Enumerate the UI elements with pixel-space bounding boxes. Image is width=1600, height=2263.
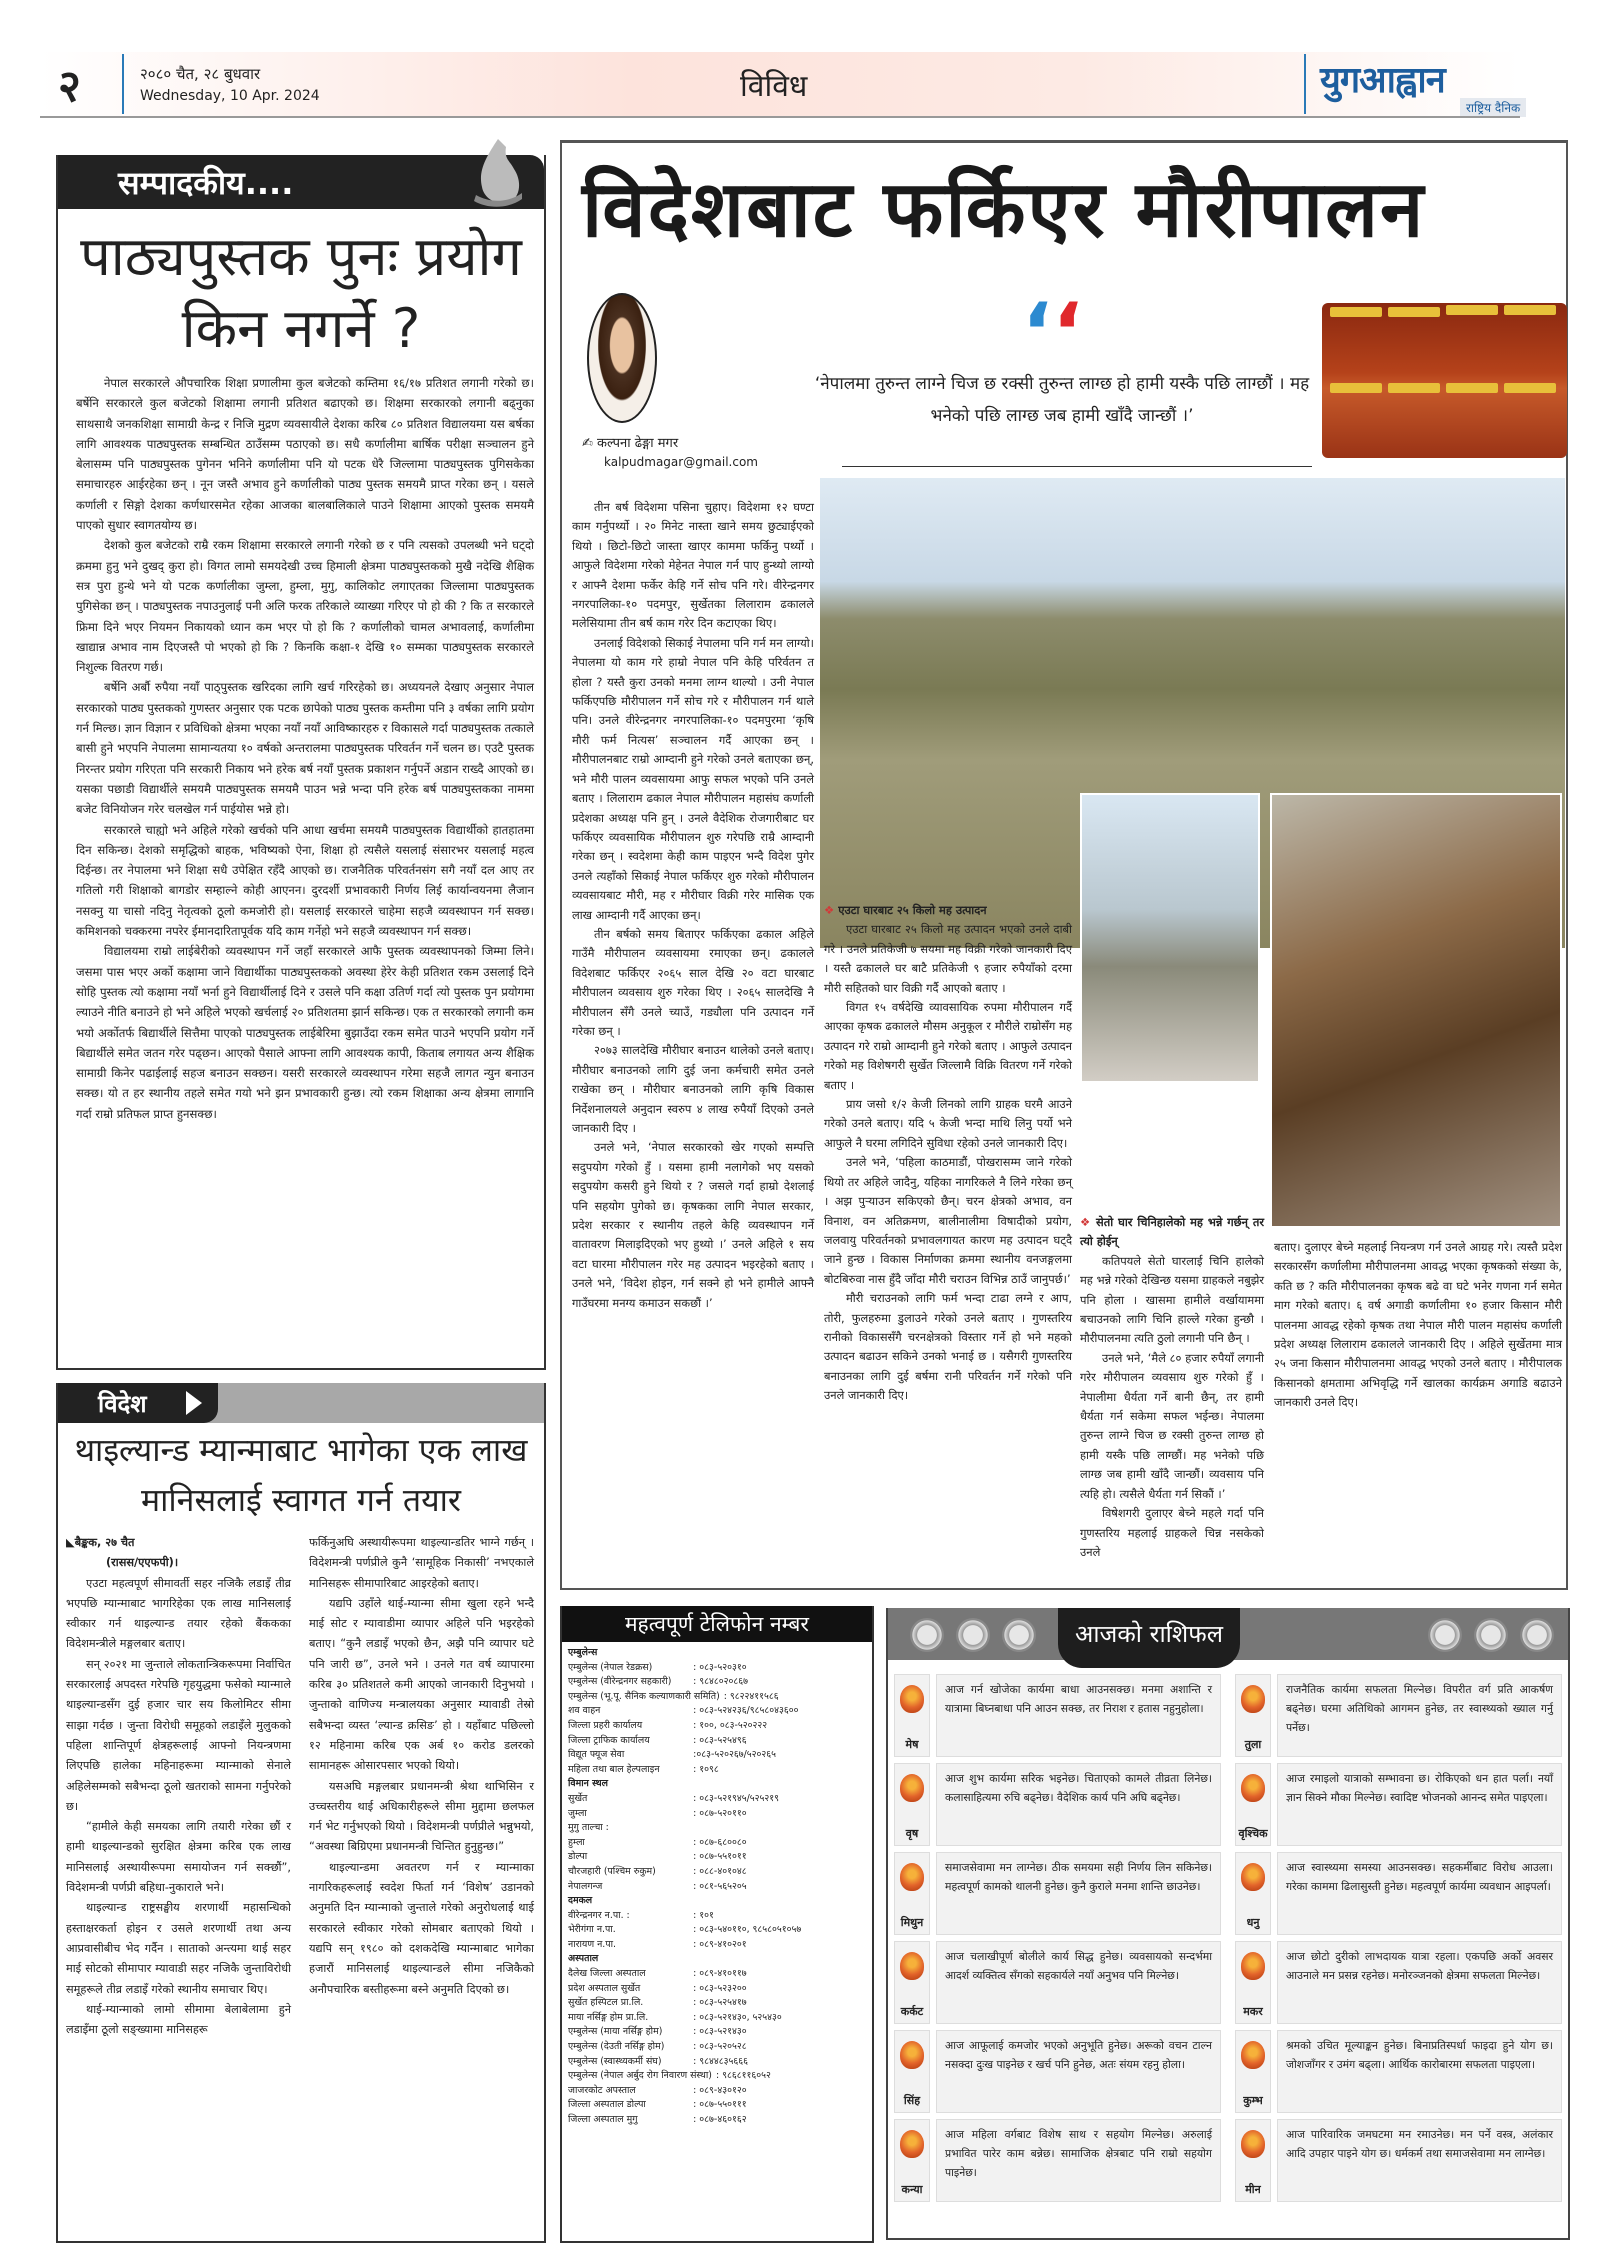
ram-icon — [900, 1685, 924, 1713]
foreign-news-box — [56, 1383, 546, 2243]
sign-icon-box — [1235, 1763, 1271, 1846]
phone-category: दमकल — [568, 1895, 593, 1907]
sign-forecast: आज रमाइलो यात्राको सम्भावना छ। रोकिएको धन हात पर्ला। नयाँ ज्ञान सिक्ने मौका मिल्नेछ। स्वादिष्ट भोजनको आनन्द समेत पाइएला। — [1277, 1763, 1562, 1846]
phone-entry — [568, 2084, 866, 2099]
article-paragraph: मौरी चराउनको लागि फर्म भन्दा टाढा लग्ने र आप, तोरी, फुलहरुमा डुलाउने गरेको उनले बताए । गुणस्तरिय रानीको विकाससँगै चरनक्षेत्रको विस्तार गर्ने हो भने महको उत्पादन बढाउन सकिने उनको भनाई छ । यसैगरी गुणस्तरिय बनाउनका लागि दुई बर्षमा रानी परिवर्तन गर्ने गरेको पनि उनले जानकारी दिए। — [824, 1291, 1072, 1403]
article-paragraph: बताए। दुलाएर बेच्ने महलाई नियन्त्रण गर्न उनले आग्रह गरे। त्यस्तै प्रदेश सरकारसँग कर्णालीमा मौरीपालनमा आवद्ध भएका कृषकको संख्या के, कति छ ? कति मौरीपालनका कृषक बढे वा घटे भनेर गणना गर्न समेत माग गरेको बताए। ६ वर्ष अगाडी कर्णालीमा १० हजार किसान मौरी पालनमा आवद्ध रहेको कृषक तथा नेपाल मौरी पालन महासंघ कर्णाली प्रदेश अध्यक्ष लिलाराम ढकालले जानकारी दिए । अहिले सुर्खेतमा मात्र २५ जना किसान मौरीपालनमा आवद्ध भएको उनले बताए । मौरीपालक किसानको क्षमतामा अभिवृद्धि गर्ने खालका कार्यक्रम अगाडि बढाउने जानकारी उनले दिए। — [1274, 1240, 1562, 1410]
article-paragraph: २०७३ सालदेखि मौरीघार बनाउन थालेको उनले बताए। मौरीघार बनाउनको लागि दुई जना कर्मचारी समेत उनले राखेका छन् । मौरीघार बनाउनको लागि कृषि विकास निर्देशनालयले अनुदान स्वरुप ४ लाख रुपैयाँ दिएको उनले जानकारी दिए । — [572, 1043, 814, 1135]
author-photo — [587, 293, 657, 423]
phone-entry-name: एम्बुलेन्स (नेपाल अर्बुद रोग निवारण संस्था) — [568, 2070, 712, 2082]
horoscope-sign — [894, 1852, 1221, 1935]
sign-forecast: आज चलाखीपूर्ण बोलीले कार्य सिद्ध हुनेछ। व्यवसायको सन्दर्भमा आदर्श व्यक्तित्व सँगको सहकार्यले नयाँ अनुभव पनि मिल्नेछ। — [936, 1941, 1221, 2024]
horoscope-sign — [1235, 1941, 1562, 2024]
phone-entry-name: चौरजहारी (पश्चिम रुकुम) — [568, 1865, 656, 1877]
crab-icon — [900, 1952, 924, 1980]
editorial-box — [56, 155, 546, 1370]
horoscope-sign — [894, 2030, 1221, 2113]
horoscope-box — [886, 1608, 1570, 2240]
maiden-icon — [900, 2130, 924, 2158]
sign-icon-box — [1235, 1674, 1271, 1757]
phone-entry-name: जिल्ला ट्राफिक कार्यालय — [568, 1734, 650, 1746]
newspaper-logo-subtitle: राष्ट्रिय दैनिक — [1460, 98, 1526, 117]
phone-entry-name: माया नर्सिङ्ग होम प्रा.लि. — [568, 2011, 649, 2023]
news-paragraph: थाई-म्यान्माको लामो सीमामा बेलाबेलामा हुने लडाइँमा ठूलो सङ्ख्यामा मानिसहरू — [66, 2002, 291, 2037]
phone-entry — [568, 1982, 866, 1997]
sign-name: कन्या — [901, 2183, 923, 2196]
news-paragraph: थाइल्यान्डमा अवतरण गर्न र म्यान्माका नागरिकहरूलाई स्वदेश फिर्ता गर्न ‘विशेष’ उडानको अनुमति दिन म्यान्माको जुन्ताले गरेको अनुरोधलाई थाई सरकारले स्वीकार गरेको सोमबार बताएको थियो । यद्यपि सन् १९८० को दशकदेखि म्यान्माबाट भागेका हजारौं मानिसलाई थाइल्यान्डले सीमा नजिकैको अनौपचारिक बस्तीहरूमा बस्ने अनुमति दिएको छ। — [309, 1860, 534, 1996]
phone-entry-number: : ०८३-५२०३१० — [693, 1661, 747, 1673]
sign-icon-box — [894, 1852, 930, 1935]
page-header — [0, 50, 1600, 120]
sign-name: कर्कट — [900, 2005, 924, 2018]
phone-entry — [568, 2055, 866, 2070]
horoscope-sign — [894, 1941, 1221, 2024]
phone-entry-number: : ०८९-४१०११७ — [693, 1968, 747, 1980]
phone-entry — [568, 1792, 866, 1807]
phone-entry — [568, 1938, 866, 1953]
article-column-3 — [1080, 1213, 1264, 1562]
editorial-paragraph: नेपाल सरकारले औपचारिक शिक्षा प्रणालीमा कुल बजेटको कम्तिमा १६/१७ प्रतिशत लगानी गरेको छ। बर्षेनि सरकारले कुल बजेटको शिक्षामा लगानी प्रतिशत बढाएको छ। शिक्षमा सरकारको लगानी बढ्नुका साथसाथै जनकशिक्षा सामाग्री केन्द्र र निजि मुद्रण व्यवसायीले देशका करिब ८० प्रतिशत विद्यालयमा यस बर्षका लागि आवश्यक पाठ्यपुस्तक सम्बन्धित ठाउँसम्म पठाएको छ। सधै कर्णालीमा बार्षिक परीक्षा सञ्चालन हुने बेलासम्म पनि पाठ्यपुस्तक पुगेनन भनिने कर्णालीमा पनि यो पटक धेरै जिल्लामा पाठ्यपुस्तक पुगिसकेका समाचारहरु आईरहेका छन् । नून जस्तै अभाव हुने कर्णालीको पाठ्य पुस्तक समयमै प्राप्त गरेका छन् । यसले कर्णाली र सिङ्गो देशका कर्णधारसमेत रहेका आजका बालबालिकाले पाउने शिक्षामा आएको पुस्तक समयमै पाएको सुधार स्वागतयोग्य छ। — [76, 376, 534, 533]
phone-entry — [568, 1865, 866, 1880]
article-paragraph: विगत १५ वर्षदेखि व्यावसायिक रुपमा मौरीपालन गर्दै आएका कृषक ढकालले मौसम अनुकूल र मौरीले राम्रोसँग मह उत्पादन गरे राम्रो आम्दानी हुने गरेको बताए । आफुले उत्पादन गरेको मह विशेषगरी सुर्खेत जिल्लामै विक्रि वितरण गर्ने गरेको बताए । — [824, 1000, 1072, 1092]
phone-directory-title: महत्वपूर्ण टेलिफोन नम्बर — [562, 1606, 872, 1642]
author-name: कल्पना ढेङ्गा मगर — [597, 436, 679, 451]
sign-forecast: आज आफूलाई कमजोर भएको अनुभूति हुनेछ। अरूको वचन टाल्न नसक्दा दुःख पाइनेछ र खर्च पनि हुनेछ, अतः संयम रहनु होला। — [936, 2030, 1221, 2113]
scorpion-icon — [1241, 1774, 1265, 1802]
article-subheading: ❖ सेतो घार चिनिहालेको मह भन्ने गर्छन् तर त्यो होईन् — [1080, 1215, 1264, 1249]
article-column-1 — [572, 498, 814, 1313]
quote-rule — [842, 466, 1312, 467]
lion-icon — [900, 2041, 924, 2069]
phone-entry-name: जुम्ला — [568, 1807, 587, 1819]
medallion-icon — [1428, 1618, 1462, 1652]
article-column-4 — [1274, 1238, 1562, 1413]
author-email: kalpudmagar@gmail.com — [604, 455, 758, 469]
sign-name: मेष — [905, 1738, 919, 1751]
article-subheading: ❖ एउटा घारबाट २५ किलो मह उत्पादन — [824, 903, 987, 917]
phone-entry-name: नारायण न.पा. — [568, 1938, 617, 1950]
editorial-paragraph: विद्यालयमा राम्रो लाईबेरीको व्यवस्थापन गर्ने जहाँ सरकारले आफै पुस्तक व्यवस्थापनको जिम्मा लिने। जसमा पास भएर अर्को कक्षामा जाने विद्यार्थीका पाठ्यपुस्तकको अवस्था हेरेर केही प्रतिशत रकम उसलाई दिने सोहि पुस्तक त्यो कक्षामा नयाँ भर्ना हुने विद्यार्थीलाई दिने र उसले पनि कक्षा उतिर्ण गर्दा त्यो पुस्तक पुन प्रयोगमा ल्याउने नीति बनाउने हो भने अहिले भएको खर्चलाई २० प्रतिशतमा झार्न सकिन्छ। एक त सरकारको लगानी कम भयो अर्कोतर्फ बिद्यार्थीले सित्तैमा पाएको पाठ्यपुस्तक लाईबेरिमा बुझाउँदा रकम समेत पाउने भएपनि प्रयोग गर्ने बिद्यार्थीले समेत जतन गरेर पढ्छन। आएको पैसाले आफ्ना लागि आवश्यक कापी, किताब लगायत अन्य शैक्षिक सामाग्री किनेर पढाईलाई सहज बनाउन सक्छन। यसरी सरकारले व्यवस्थापन गरेमा सहजै लागत न्युन बनाउन सक्छ। यो त हर स्थानीय तहले समेत गयो भने झन प्रभावकारी हुन्छ। त्यो रकम शिक्षाका अन्य क्षेत्रमा लागानि गर्दा राम्रो प्रतिफल प्राप्त हुनसक्छ। — [76, 944, 534, 1121]
phone-entry-name: दैलेख जिल्ला अस्पताल — [568, 1968, 646, 1980]
quote-mark-icon: ‘‘ — [1022, 286, 1083, 379]
phone-entry-name: जिल्ला अस्पताल मुगु — [568, 2114, 638, 2125]
phone-entry-number: : १००, ०८३-५२०२२२ — [693, 1719, 768, 1731]
phone-entry — [568, 2113, 866, 2128]
sign-icon-box — [1235, 1852, 1271, 1935]
phone-entry-number: : ०८३-५२१४३०, ५२५४३० — [693, 2011, 782, 2023]
bow-icon — [1241, 1863, 1265, 1891]
honey-jars-photo — [1322, 303, 1567, 458]
pull-quote: ‘नेपालमा तुरुन्त लाग्ने चिज छ रक्सी तुरुन्त लाग्छ हो हामी यस्कै पछि लाग्छौं । मह भनेको पछि लाग्छ जब हामी खाँदै जान्छौं ।’ — [814, 374, 1310, 426]
medallion-icon — [1474, 1618, 1508, 1652]
sign-forecast: समाजसेवामा मन लाग्नेछ। ठीक समयमा सही निर्णय लिन सकिनेछ। महत्वपूर्ण कामको थालनी हुनेछ। कुनै कुराले मनमा शान्ति छाउनेछ। — [936, 1852, 1221, 1935]
news-paragraph: थाइल्यान्ड राष्ट्रसङ्घीय शरणार्थी महासन्धिको हस्ताक्षरकर्ता होइन र उसले शरणार्थी तथा अन्य आप्रवासीबीच भेद गर्दैन । साताको अन्त्यमा थाई सहर माई सोटको सीमापार म्यावाडी सहर नजिकै जुन्ताविरोधी समूहरूले तीव्र लडाइँ गरेको स्थानीय समाचार थिए। — [66, 1901, 291, 1996]
news-paragraph: यसअघि मङ्गलबार प्रधानमन्त्री श्रेथा थाभिसिन र उच्चस्तरीय थाई अधिकारीहरूले सीमा मुद्दामा छलफल गर्न भेट गर्नुभएको थियो । विदेशमन्त्री पर्णप्रीले भन्नुभयो, “अवस्था बिग्रिएमा प्रधानमन्त्री चिन्तित हुनुहुन्छ।” — [309, 1779, 534, 1854]
article-paragraph: उनलाई विदेशको सिकाई नेपालमा पनि गर्न मन लाग्यो। नेपालमा यो काम गरे हाम्रो नेपाल पनि केहि परिर्वतन त होला ? यस्तै कुरा उनको मनमा लाग्न थाल्यो । उनी नेपाल फर्किएपछि मौरीपालन गर्ने सोच गरे र मौरीपालन गर्न थाले पनि। उनले वीरेन्द्रनगर नगरपालिका-१० पदमपुरमा ‘कृषि मौरी फर्म नित्यस’ सञ्चालन गर्दै आएका छन् । मौरीपालनबाट राम्रो आम्दानी हुने गरेको उनले बताएका छन्, भने मौरी पालन व्यवसायमा आफु सफल भएको पनि उनले बताए । लिलाराम ढकाल नेपाल मौरीपालन महासंघ कर्णाली प्रदेशका अध्यक्ष पनि हुन् । उनले वैदेशिक रोजगारीबाट घर फर्किएर व्यवसायिक मौरीपालन शुरु गरेपछि राम्रै आम्दानी गरेका छन् । स्वदेशमा केही काम पाइएन भन्दै विदेश पुगेर उनले त्यहाँको सिकाई नेपाल फर्किएर शुरु गरेको मौरीपालन व्यवसायबाट मौरी, मह र मौरीघार विक्री गरेर मासिक एक लाख आम्दानी गर्दै आएका छन्। — [572, 635, 814, 922]
article-paragraph: विषेशगरी दुलाएर बेच्ने महले गर्दा पनि गुणस्तरिय महलाई ग्राहकले चिन्न नसकेको उनले — [1080, 1506, 1264, 1559]
news-paragraph: फर्किनुअघि अस्थायीरूपमा थाइल्यान्डतिर भाग्ने गर्छन् । विदेशमन्त्री पर्णप्रीले कुनै ‘सामूहिक निकासी’ नभएकाले मानिसहरू सीमापारिबाट आइरहेको बताए। — [309, 1536, 534, 1590]
horoscope-title: आजको राशिफल — [1058, 1608, 1240, 1668]
sign-icon-box — [1235, 1941, 1271, 2024]
phone-entry — [568, 1880, 866, 1895]
phone-entry-name: प्रदेश अस्पताल सुर्खेत — [568, 1982, 641, 1994]
phone-entry-name: सुर्खेत — [568, 1792, 588, 1804]
sign-forecast: आज महिला वर्गबाट विशेष साथ र सहयोग मिल्नेछ। अरुलाई प्रभावित पारेर काम बन्नेछ। सामाजिक क्षेत्रबाट पनि राम्रो सहयोग पाइनेछ। — [936, 2119, 1221, 2202]
phone-entry-name: भेरीगंगा न.पा. — [568, 1924, 616, 1936]
phone-entry-number — [693, 1821, 866, 1836]
medallion-icon — [1520, 1618, 1554, 1652]
sign-icon-box — [894, 1941, 930, 2024]
flame-icon — [468, 137, 524, 209]
sign-icon-box — [894, 2119, 930, 2202]
phone-entry-name: एम्बुलेन्स (वीरेन्द्रनगर सहकारी) — [568, 1676, 672, 1688]
phone-entry-number: : ०८८-४०१०४८ — [693, 1865, 747, 1877]
phone-list — [562, 1642, 872, 2132]
article-paragraph: कतिपयले सेतो घारलाई चिनि हालेको मह भन्ने गरेको देखिन्छ यसमा ग्राहकले नबुझेर पनि होला । खासमा हामीले वर्खायाममा बचाउनको लागि चिनि हाल्ले गरेका हुन्छौ । मौरीपालनमा त्यति ठुलो लगानी पनि छैन् । — [1080, 1253, 1264, 1346]
phone-entry-number: : ०८३-५२१९४५/५२५२१९ — [693, 1792, 779, 1804]
horoscope-sign — [1235, 2030, 1562, 2113]
phone-entry — [568, 1807, 866, 1822]
phone-category: एम्बुलेन्स — [568, 1647, 598, 1658]
news-paragraph: “हामीले केही समयका लागि तयारी गरेका छौं र हामी थाइल्यान्डको सुरक्षित क्षेत्रमा करिब एक लाख मानिसलाई अस्थायीरूपमा समायोजन गर्न सक्छौं”, विदेशमन्त्री पर्णप्री बहिधा-नुकाराले भने। — [66, 1820, 291, 1895]
sign-forecast: आज गर्न खोजेका कार्यमा बाधा आउनसक्छ। मनमा अशान्ति र यात्रामा बिघ्नबाधा पनि आउन सक्छ, तर निराश र हतास नहुनुहोला। — [936, 1674, 1221, 1757]
dateline: ◣बैङ्कक, २७ चैत — [66, 1536, 135, 1549]
phone-entry — [568, 1690, 866, 1705]
phone-entry-name: विद्यूत फ्यूज सेवा — [568, 1749, 625, 1761]
header-rule — [40, 116, 1520, 118]
bullet-icon: ❖ — [1080, 1215, 1097, 1229]
phone-entry-number: : ९८४८०२०८६७ — [693, 1676, 749, 1688]
section-title: विविध — [740, 69, 808, 104]
sign-forecast: आज पारिवारिक जमघटमा मन रमाउनेछ। मन पर्ने वस्त्र, अलंकार आदि उपहार पाइने योग छ। धर्मकर्म तथा समाजसेवामा मन लाग्नेछ। — [1277, 2119, 1562, 2202]
phone-entry — [568, 1719, 866, 1734]
phone-entry — [568, 1763, 866, 1778]
phone-entry-name: हुम्ला — [568, 1836, 585, 1848]
phone-entry-number: : ०८३-५२५४९६ — [693, 1734, 747, 1746]
phone-entry-number: : ०८९-४१०२०१ — [693, 1938, 747, 1950]
honeycomb-frame-photo — [1270, 793, 1562, 1228]
phone-entry-number: : ०८३-५२५४१७ — [693, 1997, 747, 2009]
phone-category: अस्पताल — [568, 1953, 599, 1965]
horoscope-sign — [894, 1763, 1221, 1846]
phone-entry-name: जिल्ला अस्पताल डोल्पा — [568, 2099, 646, 2111]
phone-entry-name: मुगु ताल्चा : — [568, 1822, 609, 1834]
sign-name: मकर — [1243, 2005, 1263, 2018]
sign-name: मिथुन — [900, 1916, 924, 1929]
sign-name: कुम्भ — [1243, 2094, 1263, 2107]
article-paragraph: उनले भने, ‘मैले ८० हजार रुपैयाँ लगानी गरेर मौरीपालन व्यवसाय शुरु गरेको हुँ । नेपालीमा धैर्यता गर्ने बानी छैन्, तर हामी धैर्यता गर्न सकेमा सफल भईन्छ। नेपालमा तुरुन्त लाग्ने चिज छ रक्सी तुरुन्त लाग्छ हो हामी यस्कै पछि लाग्छौं। मह भनेको पछि लाग्छ जब हामी खाँदै जान्छौं। व्यवसाय पनि त्यहि हो। त्यसैले धैर्यता गर्न सिकौं ।’ — [1080, 1350, 1264, 1501]
sign-name: तुला — [1244, 1738, 1262, 1751]
phone-entry — [568, 2098, 866, 2113]
phone-entry-number: : ०८३-५४०११०, ९८५८०५१०५७ — [693, 1924, 802, 1936]
divider — [122, 54, 124, 114]
editorial-paragraph: देशको कुल बजेटको राम्रै रकम शिक्षामा सरकारले लगानी गरेको छ र पनि त्यसको उपलब्धी भने घट्दो क्रममा हुनु भने दुखद् कुरा हो। विगत लामो समयदेखी उच्च हिमाली क्षेत्रमा पाठ्यपुस्तकको मुखै नदेखि शैक्षिक सत्र पुरा हुन्थे भने यो पटक कर्णालीका जुम्ला, हुम्ला, मुगु, कालिकोट लगाएतका जिल्लामा पाठ्यपुस्तक पुगिसेका छन् । पाठ्यपुस्तक नपाउनुलाई पनी अलि फरक तरिकाले व्याख्या गरिएर पो हो की ? कि त सरकारले फ्रिमा दिने भएर नियमन निकायको ध्यान कम भएर पो हो कि ? कर्णालीको चामल अभावलाई, कर्णालीमा खाद्यान्न अभाव नाम दिएजस्तै पो भएको हो कि ? किनकि कक्षा-१ देखि १० सम्मका पाठ्यपुस्तक सरकारले निशुल्क वितरण गर्छ। — [76, 538, 534, 675]
phone-entry-number: : ०८७-६८००८० — [693, 1836, 747, 1848]
article-paragraph: प्राय जसो १/२ केजी लिनको लागि ग्राहक घरमै आउने गरेको उनले बताए। यदि ५ केजी भन्दा माथि लिनु पर्यो भने आफुले नै घरमा लगिदिने सुविधा रहेको उनले जानकारी दिए। — [824, 1097, 1072, 1150]
phone-category: विमान स्थल — [568, 1778, 608, 1790]
phone-entry-number: : ०८७-५२०११० — [693, 1807, 747, 1819]
arrow-right-icon — [186, 1391, 202, 1415]
article-headline: विदेशबाट फर्किएर मौरीपालन — [582, 165, 1426, 255]
sign-name: धनु — [1246, 1916, 1260, 1929]
goat-icon — [1241, 1952, 1265, 1980]
phone-entry-number: : ९८२२४११५८६ — [723, 1690, 779, 1702]
phone-entry-name: जिल्ला प्रहरी कार्यालय — [568, 1719, 643, 1731]
phone-entry-number: : ०८३-५२०५२८ — [693, 2041, 747, 2053]
sign-name: मीन — [1245, 2183, 1261, 2196]
author-byline — [582, 433, 678, 451]
horoscope-banner — [888, 1608, 1568, 1660]
phone-entry — [568, 1923, 866, 1938]
phone-entry-number: : १०१ — [693, 1909, 714, 1921]
medallion-icon — [956, 1618, 990, 1652]
phone-entry-number: : ०८३-५२१४३० — [693, 2026, 747, 2038]
editorial-paragraph: बर्षेनि अर्बौ रुपैया नयाँ पाठ्पुस्तक खरिदका लागि खर्च गरिरहेको छ। अध्ययनले देखाए अनुसार नेपाल सरकारको पाठ्य पुस्तकको गुणस्तर अनुसार एक पटक छापेको पाठ्य पुस्तक कम्तीमा पनि ३ वर्षका लागि प्रयोग गर्न मिल्छ। ज्ञान विज्ञान र प्रविधिको क्षेत्रमा भएका नयाँ नयाँ आविष्कारहरु र विकासले गर्दा पाठ्यपुस्तक तत्काले बासी हुने भएपनि नेपालमा सामान्यतया १० वर्षको अन्तरालमा पाठ्यपुस्तक परिवर्तन गर्ने चलन छ। एउटै पुस्तक निरन्तर प्रयोग गरिएता पनि सरकारी निकाय भने हरेक बर्ष नयाँ पुस्तक प्रकाशन गर्नुपर्ने अडान राख्दै आएको छ। यसका पछाडी विद्यार्थीले समयमै पाठ्यपुस्तक समयमै पाउन भन्ने भन्दा पनि हरेक बर्ष पाठ्यपुस्तकका नाममा बजेट विनियोजन गरेर चलखेल गर्न पाईयोस भन्ने हो। — [76, 680, 534, 817]
news-paragraph: एउटा महत्वपूर्ण सीमावर्ती सहर नजिकै लडाइँ तीव्र भएपछि म्यान्माबाट भागरिहेका एक लाख मानिसलाई स्वीकार गर्न थाइल्यान्ड तयार रहेको बैंककका विदेशमन्त्रीले मङ्गलबार बताए। — [66, 1576, 291, 1651]
phone-entry-number: : ०८७-५५०१११ — [693, 2099, 747, 2111]
phone-entry — [568, 1836, 866, 1851]
sign-icon-box — [894, 2030, 930, 2113]
phone-entry — [568, 1734, 866, 1749]
phone-entry-number: : ०८९-४३०१२० — [693, 2084, 747, 2096]
phone-entry-name: नेपालगन्ज — [568, 1880, 603, 1892]
phone-entry-number: : ०८७-४६०१६२ — [693, 2114, 747, 2125]
phone-entry-name: वीरेन्द्रनगर न.पा. : — [568, 1909, 630, 1921]
fish-icon — [1241, 2130, 1265, 2158]
phone-entry-name: एम्बुलेन्स (स्वास्थ्यकर्मी संघ) — [568, 2055, 662, 2067]
editorial-label: सम्पादकीय.... — [118, 164, 294, 202]
sign-icon-box — [1235, 2030, 1271, 2113]
phone-entry-name: एम्बुलेन्स (माया नर्सिङ्ग होम) — [568, 2026, 663, 2038]
phone-entry-number: :०८३-५२०२६७/५२०२६५ — [693, 1749, 776, 1761]
horoscope-sign — [894, 2119, 1221, 2202]
foreign-column-2 — [309, 1533, 534, 2040]
news-paragraph: यद्यपि उहाँले थाई-म्यान्मा सीमा खुला रहने भन्दै माई सोट र म्यावाडीमा व्यापार अहिले पनि भइरहेको बताए। “कुनै लडाइँ भएको छैन, अझै पनि व्यापार घटे पनि जारी छ”, उनले भने । उनले गत वर्ष व्यापारमा करिब ३० प्रतिशतले कमी आएको जानकारी दिनुभयो । जुन्ताको वाणिज्य मन्त्रालयका अनुसार म्यावाडी तेस्रो सबैभन्दा व्यस्त ‘ल्यान्ड क्रसिङ’ हो । यहाँबाट पछिल्लो १२ महिनामा करिब एक अर्ब १० करोड डलरको सामानहरू ओसारपसार भएको थियो। — [309, 1596, 534, 1773]
editorial-paragraph: सरकारले चाह्यो भने अहिले गरेको खर्चको पनि आधा खर्चमा समयमै पाठ्यपुस्तक विद्यार्थीको हातहातमा दिन सकिन्छ। देशको समृद्धिको बाहक, भविष्यको ऐना, शिक्षा हो त्यसैले यसलाई संसारभर यसलाई महत्व दिईन्छ। तर नेपालमा भने शिक्षा सधै उपेक्षित रहँदै आएको छ। राजनैतिक परिवर्तनसंग सगै नयाँ दल आए तर गतिलो गरी शिक्षाको बागडोर सम्हाल्ने कोही आएनन। दुरदर्शी प्रभावकारी निर्णय लिई कार्यान्वयनमा लैजान नसक्नु या चासो नदिनु नेतृत्वको ठूलो कमजोरी हो। यसलाई सरकारले चाहेमा सहजै व्यवस्थापन गर्न सक्छ। कमिशनको चक्करमा नपरेर ईमानदारितापूर्वक यदि काम गर्नेहो भने सहजै व्यवस्थापन गर्न सक्छ। — [76, 822, 534, 939]
medallion-icon — [910, 1618, 944, 1652]
phone-entry — [568, 1909, 866, 1924]
foreign-column-1 — [66, 1533, 291, 2040]
horoscope-grid — [888, 1660, 1568, 2202]
horoscope-sign — [1235, 1763, 1562, 1846]
foreign-news-headline: थाइल्यान्ड म्यान्माबाट भागेका एक लाख मानिसलाई स्वागत गर्न तयार — [74, 1431, 528, 1519]
sign-name: वृष — [905, 1827, 919, 1840]
sign-icon-box — [1235, 2119, 1271, 2202]
news-paragraph: सन् २०२१ मा जुन्ताले लोकतान्त्रिकरूपमा निर्वाचित सरकारलाई अपदस्त गरेपछि गृहयुद्धमा फसेको म्यान्माले थाइल्यान्डसँग दुई हजार चार सय किलोमिटर सीमा साझा गर्दछ । जुन्ता विरोधी समूहको लडाइँले मुलुकको पहिला शान्तिपूर्ण क्षेत्रहरूलाई आफ्नो नियन्त्रणमा लिएपछि हालेका महिनाहरूमा म्यान्माको सेनाले अहिलेसम्मको सबैभन्दा ठूलो खतराको सामना गर्नुपरेको छ। — [66, 1657, 291, 1813]
phone-entry-name: सुर्खेत हस्पिटल प्रा.लि. — [568, 1997, 644, 2009]
divider — [1304, 54, 1306, 114]
date-nepali: २०८० चैत, २८ बुधवार — [140, 65, 261, 83]
phone-entry — [568, 1821, 866, 1836]
phone-entry-name: डोल्पा — [568, 1851, 588, 1863]
page-number: २ — [58, 61, 81, 112]
sign-forecast: राजनैतिक कार्यमा सफलता मिल्नेछ। विपरीत वर्ग प्रति आकर्षण बढ्नेछ। घरमा अतिथिको आगमन हुनेछ, तर स्वास्थ्यको ख्याल गर्नु पर्नेछ। — [1277, 1674, 1562, 1757]
phone-entry-number: : ९८६८११६०५२ — [715, 2070, 771, 2082]
sign-forecast: आज स्वास्थ्यमा समस्या आउनसक्छ। सहकर्मीबाट विरोध आउला। गरेका काममा ढिलासुस्ती हुनेछ। महत्वपूर्ण कार्यमा व्यवधान आइपर्ला। — [1277, 1852, 1562, 1935]
phone-entry-name: महिला तथा बाल हेल्पलाइन — [568, 1763, 660, 1775]
pot-icon — [1241, 2041, 1265, 2069]
sign-forecast: आज शुभ कार्यमा सरिक भइनेछ। चिताएको कामले तीव्रता लिनेछ। कलासाहित्यमा रुचि बढ्नेछ। वैदेशिक कार्य पनि अघि बढ्नेछ। — [936, 1763, 1221, 1846]
news-source: (रासस/एएफपी)। — [106, 1556, 179, 1570]
phone-entry-name: एम्बुलेन्स (भू.पू. सैनिक कल्याणकारी समिति) — [568, 1690, 720, 1702]
bull-icon — [900, 1774, 924, 1802]
phone-entry — [568, 2040, 866, 2055]
editorial-body — [58, 365, 544, 1124]
foreign-news-banner — [58, 1383, 544, 1423]
editorial-banner — [58, 155, 544, 209]
phone-entry — [568, 2069, 866, 2084]
horoscope-sign — [1235, 1852, 1562, 1935]
horoscope-sign — [1235, 2119, 1562, 2202]
phone-directory — [560, 1606, 874, 2243]
article-paragraph: उनले भने, ‘पहिला काठमाडौं, पोखरासम्म जाने गरेको थियो तर अहिले जादैनु, यहिका नागरिकले नै लिने गरेका छन् । अझ पुर्‍याउन सकिएको छैन्। चरन क्षेत्रको अभाव, वन विनाश, वन अतिक्रमण, बालीनालीमा विषादीको प्रयोग, जलवायु परिवर्तनको प्रभावलगायत कारण मह उत्पादन घट्दै जाने हुन्छ । विकास निर्माणका क्रममा स्थानीय वनजङ्गलमा बोटबिरुवा नास हुँदै जाँदा मौरी चराउन विभिन्न ठाउँ जानुपर्छ।’ — [824, 1155, 1072, 1286]
phone-entry — [568, 1704, 866, 1719]
feature-article — [560, 140, 1568, 1590]
phone-entry — [568, 1748, 866, 1763]
editorial-headline: पाठ्यपुस्तक पुनः प्रयोग किन नगर्ने ? — [80, 225, 522, 360]
phone-entry-number: : ९८४४८३५६६६ — [693, 2055, 749, 2067]
newspaper-logo: युगआह्वान — [1320, 60, 1445, 101]
phone-entry-name: जाजरकोट अपस्ताल — [568, 2084, 636, 2096]
bullet-icon: ❖ — [824, 903, 839, 917]
article-paragraph: तीन बर्षको समय बिताएर फर्किएका ढकाल अहिले गाउँमै मौरीपालन व्यवसायमा रमाएका छन्। ढकालले विदेशबाट फर्किएर २०६५ साल देखि २० वटा घारबाट मौरीपालन व्यवसाय शुरु गरेका थिए । २०६५ सालदेखि नै मौरीपालन सँगै उनले च्याउँ, गड्यौला पनि उत्पादन गर्ने गरेका छन् । — [572, 926, 814, 1038]
article-paragraph: एउटा घारबाट २५ किलो मह उत्पादन भएको उनले दाबी गरे । उनले प्रतिकेजी ७ सयमा मह विक्री गरेको जानकारी दिए । यस्तै ढकालले घर बाटै प्रतिकेजी ९ हजार रुपैयाँको दरमा मौरी सहितको घार विक्री गर्दै आएको बताए । — [824, 922, 1072, 995]
article-paragraph: तीन बर्ष विदेशमा पसिना चुहाए। विदेशमा १२ घण्टा काम गर्नुपर्थ्यो । २० मिनेट नास्ता खाने समय छुट्याईएको थियो । छिटो-छिटो जास्ता खाएर काममा फर्किनु पर्थ्यो । आफुले विदेशमा गरेको मेहेनत नेपाल गर्न पाए हुन्थ्यो लाग्यो र आफ्नै देशमा फर्केर केहि गर्ने सोच पनि गरे। वीरेन्द्रनगर नगरपालिका-१० पदमपुर, सुर्खेतका लिलाराम ढकालले मलेसियामा तीन बर्ष काम गरेर दिन कटाएका थिए। — [572, 500, 814, 631]
phone-entry — [568, 1675, 866, 1690]
phone-entry-name: एम्बुलेन्स (देउती नर्सिङ्ग होम) — [568, 2041, 665, 2053]
sign-forecast: आज छोटो दुरीको लाभदायक यात्रा रहला। एकपछि अर्को अवसर आउनाले मन प्रसन्न रहनेछ। मनोरञ्जनको क्षेत्रमा सफलता मिल्नेछ। — [1277, 1941, 1562, 2024]
sign-name: सिंह — [903, 2094, 921, 2107]
horoscope-sign — [894, 1674, 1221, 1757]
sign-name: वृश्चिक — [1238, 1827, 1268, 1840]
horoscope-sign — [1235, 1674, 1562, 1757]
phone-entry — [568, 2011, 866, 2026]
scales-icon — [1241, 1685, 1265, 1713]
pen-icon: ✍ — [582, 436, 598, 451]
foreign-news-label: विदेश — [98, 1390, 147, 1418]
phone-entry — [568, 1967, 866, 1982]
phone-entry-number: : ०८३-५२३२०० — [693, 1982, 747, 1994]
phone-entry — [568, 2025, 866, 2040]
phone-entry-number: : ०८७-५५१०११ — [693, 1851, 747, 1863]
article-column-2 — [824, 901, 1072, 1406]
triangle-icon: ◣ — [66, 1536, 75, 1549]
beekeeper-photo — [1080, 793, 1260, 1083]
sign-icon-box — [894, 1763, 930, 1846]
phone-entry — [568, 1661, 866, 1676]
medallion-icon — [1002, 1618, 1036, 1652]
article-paragraph: उनले भने, ‘नेपाल सरकारको खेर गएको सम्पत्ति सदुपयोग गरेको हुँ । यसमा हामी नलागेको भए यसको सदुपयोग कसरी हुने थियो र ? जसले गर्दा हाम्रो देशलाई पनि सहयोग पुगेको छ। कृषकका लागि नेपाल सरकार, प्रदेश सरकार र स्थानीय तहले केहि व्यवस्थापन गर्ने वातावरण मिलाइदिएको भए हुथ्यो ।’ उनले अहिले १ सय वटा घारमा मौरीपालन गरेर मह उत्पादन भइरहेको बताए । उनले भने, ‘विदेश होइन, गर्न सक्ने हो भने हामीले आफ्नै गाउँघरमा मनग्य कमाउन सकछौं ।’ — [572, 1140, 814, 1310]
phone-entry-name: एम्बुलेन्स (नेपाल रेडक्रस) — [568, 1661, 653, 1673]
sign-icon-box — [894, 1674, 930, 1757]
phone-entry-number: : ०८३-५२४२३६/९८५८०४३६०० — [693, 1705, 799, 1717]
phone-entry — [568, 1996, 866, 2011]
date-english: Wednesday, 10 Apr. 2024 — [140, 88, 320, 104]
phone-entry-name: शव वाहन — [568, 1705, 601, 1717]
twins-icon — [900, 1863, 924, 1891]
phone-entry-number: : ०८१-५६५२०५ — [693, 1880, 747, 1892]
phone-entry — [568, 1850, 866, 1865]
sign-forecast: श्रमको उचित मूल्याङ्कन हुनेछ। बिनाप्रतिस्पर्धा फाइदा हुने योग छ। जोशजाँगर र उमंग बढ्ला। आर्थिक कारोबारमा सफलता पाइएला। — [1277, 2030, 1562, 2113]
phone-entry-number: : १०९८ — [693, 1763, 719, 1775]
